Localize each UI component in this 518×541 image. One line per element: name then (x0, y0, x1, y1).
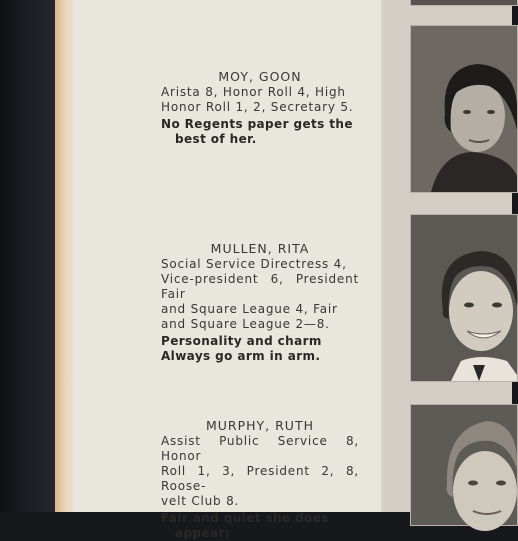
motto-line: Fair and quiet she does (161, 511, 329, 525)
motto-line: Always go arm in arm. (161, 349, 321, 363)
book-spine (0, 0, 55, 512)
student-name: MULLEN, RITA (210, 241, 310, 256)
motto-line: No Regents paper gets the (161, 117, 353, 131)
page-edge (55, 0, 73, 512)
student-activities (161, 434, 359, 509)
student-entry-mullen (161, 241, 359, 364)
activities-line: and Square League 4, Fair (161, 302, 338, 316)
activities-line: Social Service Directress 4, (161, 257, 347, 271)
student-entry-moy (161, 69, 359, 147)
student-photo-mullen (410, 214, 518, 382)
student-entry-murphy (161, 418, 359, 541)
student-name: MOY, GOON (218, 69, 302, 84)
student-activities (161, 257, 359, 332)
student-photo-murphy (410, 404, 518, 526)
activities-line: Roll 1, 3, President 2, 8, Roose- (161, 464, 359, 493)
portrait-image (411, 26, 517, 192)
activities-line: and Square League 2—8. (161, 317, 330, 331)
student-motto (161, 334, 359, 364)
portrait-image (411, 405, 517, 525)
student-motto (161, 117, 359, 147)
activities-line: Honor Roll 1, 2, Secretary 5. (161, 100, 354, 114)
activities-line: Arista 8, Honor Roll 4, High (161, 85, 346, 99)
motto-line: Personality and charm (161, 334, 322, 348)
student-motto (161, 511, 359, 541)
student-name: MURPHY, RUTH (205, 418, 314, 433)
student-activities (161, 85, 359, 115)
motto-line: best of her. (175, 132, 257, 146)
activities-line: velt Club 8. (161, 494, 240, 508)
activities-line: Assist Public Service 8, Honor (161, 434, 359, 463)
motto-line: appear; (175, 526, 231, 540)
photo-partial-top (410, 0, 518, 6)
student-photo-moy (410, 25, 518, 193)
portrait-image (411, 215, 517, 381)
activities-line: Vice-president 6, President Fair (161, 272, 359, 301)
